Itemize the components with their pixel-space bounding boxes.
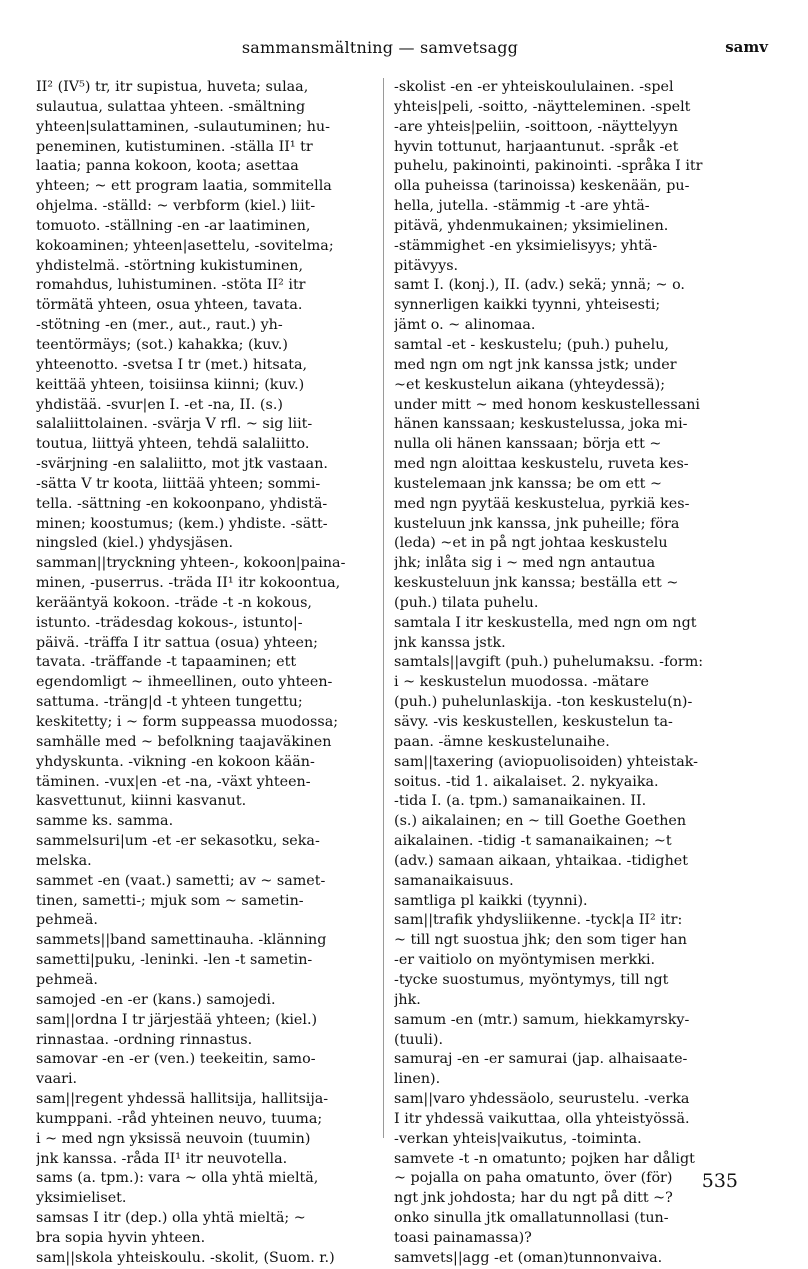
entry-line: ningsled (kiel.) yhdysjäsen. [36, 535, 234, 552]
entry-line: vaari. [36, 1071, 78, 1088]
entry-line: ohjelma. -ställd: ~ verbform (kiel.) liit- [36, 198, 316, 215]
entry-line: yhdyskunta. -vikning -en kokoon kään- [36, 753, 315, 770]
entry-line: samman||tryckning yhteen-, kokoon|paina- [36, 555, 346, 572]
entry-line: hella, jutella. -stämmig -t -are yhtä- [394, 198, 650, 215]
entry-line: i ~ med ngn yksissä neuvoin (tuumin) [36, 1130, 311, 1147]
entry-line: -stötning -en (mer., aut., raut.) yh- [36, 317, 283, 334]
entry-line: romahdus, luhistuminen. -stöta II² itr [36, 277, 306, 294]
entry-line: -er vaitiolo on myöntymisen merkki. [394, 952, 656, 969]
entry-line: sam||varo yhdessäolo, seurustelu. -verka [394, 1091, 690, 1108]
entry-line: med ngn om ngt jnk kanssa jstk; under [394, 356, 677, 373]
entry-line: bra sopia hyvin yhteen. [36, 1229, 206, 1246]
entry-line: samojed -en -er (kans.) samojedi. [36, 991, 276, 1008]
entry-line: pitävä, yhdenmukainen; yksimielinen. [394, 217, 669, 234]
entry-line: linen). [394, 1071, 441, 1088]
entry-line: onko sinulla jtk omallatunnollasi (tun- [394, 1210, 669, 1227]
entry-line: keskitetty; i ~ form suppeassa muodossa; [36, 714, 339, 730]
entry-line: minen, -puserrus. -träda II¹ itr kokoontua, [36, 575, 341, 592]
entry-line: aikalainen. -tidig -t samanaikainen; ~t [394, 833, 672, 850]
entry-line: samtliga pl kaikki (tyynni). [394, 892, 588, 909]
page-number: 535 [701, 1170, 738, 1192]
entry-line: med ngn pyytää keskustelua, pyrkiä kes- [394, 495, 690, 512]
entry-line: (adv.) samaan aikaan, yhtaikaa. -tidighet [394, 852, 688, 869]
entry-line: hänen kanssaan; keskustelussa, joka mi- [394, 416, 688, 433]
entry-line: jhk. [394, 991, 421, 1008]
entry-line: soitus. -tid 1. aikalaiset. 2. nykyaika. [394, 773, 659, 790]
entry-line: yhteen; ~ ett program laatia, sommitella [36, 178, 332, 195]
entry-line: päivä. -träffa I itr sattua (osua) yhteen; [36, 634, 318, 651]
entry-line: jhk; inlåta sig i ~ med ngn antautua [394, 555, 656, 572]
entry-line: i ~ keskustelun muodossa. -mätare [394, 674, 649, 691]
entry-line: samum -en (mtr.) samum, hiekkamyrsky- [394, 1011, 690, 1028]
entry-line: -svärjning -en salaliitto, mot jtk vastaan. [36, 456, 328, 473]
entry-line: egendomligt ~ ihmeellinen, outo yhteen- [36, 674, 333, 691]
entry-line: ngt jnk johdosta; har du ngt på ditt ~? [394, 1190, 673, 1207]
entry-line: nulla oli hänen kanssaan; börja ett ~ [394, 436, 662, 453]
entry-line: pitävyys. [394, 257, 459, 274]
entry-line: kerääntyä kokoon. -träde -t -n kokous, [36, 594, 312, 611]
entry-line: toutua, liittyä yhteen, tehdä salaliitto. [36, 436, 310, 453]
left-column [36, 78, 374, 1269]
entry-line: (puh.) puhelunlaskija. -ton keskustelu(n)- [394, 694, 693, 711]
entry-line: sam||taxering (aviopuolisoiden) yhteistak- [394, 753, 698, 770]
entry-line: sametti|puku, -leninki. -len -t sametin- [36, 952, 313, 969]
entry-line: (puh.) tilata puhelu. [394, 594, 539, 611]
entry-line: jämt o. ~ alinomaa. [394, 317, 536, 334]
entry-line: (s.) aikalainen; en ~ till Goethe Goethen [394, 813, 687, 830]
entry-line: samtal -et - keskustelu; (puh.) puhelu, [394, 336, 669, 353]
entry-line: toasi painamassa)? [394, 1229, 532, 1246]
entry-line: istunto. -trädesdag kokous-, istunto|- [36, 614, 303, 631]
entry-line: rinnastaa. -ordning rinnastus. [36, 1031, 253, 1048]
entry-line: samanaikaisuus. [394, 872, 514, 889]
entry-line: samsas I itr (dep.) olla yhtä mieltä; ~ [36, 1210, 306, 1227]
entry-line: täminen. -vux|en -et -na, -växt yhteen- [36, 773, 311, 790]
entry-line: sam||regent yhdessä hallitsija, hallitsija- [36, 1091, 329, 1108]
entry-line: puhelu, pakinointi, pakinointi. -språka I itr [394, 158, 703, 175]
entry-line: -skolist -en -er yhteiskoululainen. -spel [394, 79, 674, 95]
entry-line: -tida I. (a. tpm.) samanaikainen. II. [394, 793, 647, 810]
right-column [394, 78, 736, 1269]
entry-line: samhälle med ~ befolkning taajaväkinen [36, 733, 332, 750]
entry-line: med ngn aloittaa keskustelu, ruveta kes- [394, 456, 689, 473]
entry-line: minen; koostumus; (kem.) yhdiste. -sätt- [36, 515, 328, 532]
entry-line: sulautua, sulattaa yhteen. -smältning [36, 98, 306, 115]
header-title: sammansmältning — samvetsagg [241, 38, 519, 57]
entry-line: sammelsuri|um -et -er sekasotku, seka- [36, 833, 320, 850]
entry-line: (leda) ~et in på ngt johtaa keskustelu [394, 535, 668, 552]
entry-line: yhdistää. -svur|en I. -et -na, II. (s.) [36, 396, 283, 413]
entry-line: sam||ordna I tr järjestää yhteen; (kiel.) [36, 1011, 318, 1028]
entry-line: synnerligen kaikki tyynni, yhteisesti; [394, 297, 661, 314]
entry-line: pehmeä. [36, 912, 98, 929]
entry-line: tavata. -träffande -t tapaaminen; ett [36, 654, 297, 671]
entry-line: samuraj -en -er samurai (jap. alhaisaate- [394, 1051, 688, 1068]
entry-line: -sätta V tr koota, liittää yhteen; sommi- [36, 475, 321, 492]
entry-line: samtala I itr keskustella, med ngn om ngt [394, 614, 697, 631]
entry-line: samvets||agg -et (oman)tunnonvaiva. [394, 1249, 663, 1266]
entry-line: samovar -en -er (ven.) teekeitin, samo- [36, 1051, 316, 1068]
entry-line: peneminen, kutistuminen. -ställa II¹ tr [36, 138, 313, 155]
entry-line: sammet -en (vaat.) sametti; av ~ samet- [36, 872, 326, 889]
entry-line: samtals||avgift (puh.) puhelumaksu. -form: [394, 654, 704, 671]
entry-line: yhteen|sulattaminen, -sulautuminen; hu- [36, 118, 330, 135]
entry-line: jnk kanssa jstk. [394, 634, 506, 651]
entry-line: sam||trafik yhdysliikenne. -tyck|a II² itr: [394, 912, 683, 929]
entry-line: sävy. -vis keskustellen, keskustelun ta- [394, 714, 673, 730]
entry-line: yhdistelmä. -störtning kukistuminen, [36, 257, 304, 274]
entry-line: keittää yhteen, toisiinsa kiinni; (kuv.) [36, 376, 305, 393]
entry-line: jnk kanssa. -råda II¹ itr neuvotella. [36, 1150, 288, 1167]
entry-line: keskusteluun jnk kanssa; beställa ett ~ [394, 575, 679, 592]
guide-word: samv [725, 38, 768, 56]
entry-line: sammets||band samettinauha. -klänning [36, 932, 327, 949]
entry-line: ~et keskustelun aikana (yhteydessä); [394, 376, 666, 393]
entry-line: I itr yhdessä vaikuttaa, olla yhteistyössä. [394, 1110, 690, 1127]
entry-line: (tuuli). [394, 1031, 444, 1048]
entry-line: yhteenotto. -svetsa I tr (met.) hitsata, [36, 356, 308, 373]
entry-line: laatia; panna kokoon, koota; asettaa [36, 158, 299, 175]
column-divider [383, 78, 384, 1138]
entry-line: -stämmighet -en yksimielisyys; yhtä- [394, 237, 658, 254]
entry-line: hyvin tottunut, harjaantunut. -språk -et [394, 138, 679, 155]
entry-line: tella. -sättning -en kokoonpano, yhdistä- [36, 495, 328, 512]
entry-line: salaliittolainen. -svärja V rfl. ~ sig liit- [36, 416, 313, 433]
entry-line: pehmeä. [36, 971, 98, 988]
running-header [0, 38, 808, 60]
entry-line: under mitt ~ med honom keskustellessani [394, 396, 701, 413]
entry-line: ~ till ngt suostua jhk; den som tiger han [394, 932, 688, 949]
entry-line: tomuoto. -ställning -en -ar laatiminen, [36, 217, 311, 234]
entry-line: -verkan yhteis|vaikutus, -toiminta. [394, 1130, 642, 1147]
entry-line: samt I. (konj.), II. (adv.) sekä; ynnä; ~ o. [394, 277, 685, 294]
entry-line: -are yhteis|peliin, -soittoon, -näyttelyyn [394, 118, 678, 135]
entry-line: samvete -t -n omatunto; pojken har dåligt [394, 1150, 695, 1167]
entry-line: kasvettunut, kiinni kasvanut. [36, 793, 247, 810]
entry-line: sattuma. -träng|d -t yhteen tungettu; [36, 694, 303, 711]
entry-line: törmätä yhteen, osua yhteen, tavata. [36, 297, 303, 314]
entry-line: kumppani. -råd yhteinen neuvo, tuuma; [36, 1110, 323, 1127]
entry-line: II² (IV⁵) tr, itr supistua, huveta; sulaa, [36, 79, 309, 95]
entry-line: tinen, sametti-; mjuk som ~ sametin- [36, 892, 304, 909]
entry-line: olla puheissa (tarinoissa) keskenään, pu- [394, 178, 690, 195]
entry-line: kokoaminen; yhteen|asettelu, -sovitelma; [36, 237, 334, 254]
entry-line: teentörmäys; (sot.) kahakka; (kuv.) [36, 336, 288, 353]
entry-line: ~ pojalla on paha omatunto, över (för) [394, 1170, 673, 1187]
entry-line: melska. [36, 852, 92, 869]
entry-line: -tycke suostumus, myöntymys, till ngt [394, 971, 669, 988]
entry-line: yksimieliset. [36, 1190, 127, 1207]
entry-line: sam||skola yhteiskoulu. -skolit, (Suom. r.) [36, 1249, 335, 1266]
entry-line: samme ks. samma. [36, 813, 174, 830]
entry-line: sams (a. tpm.): vara ~ olla yhtä mieltä, [36, 1170, 319, 1187]
entry-line: paan. -ämne keskustelunaihe. [394, 733, 610, 750]
entry-line: kusteluun jnk kanssa, jnk puheille; föra [394, 515, 680, 532]
entry-line: yhteis|peli, -soitto, -näytteleminen. -spelt [394, 98, 691, 115]
entry-line: kustelemaan jnk kanssa; be om ett ~ [394, 475, 662, 492]
